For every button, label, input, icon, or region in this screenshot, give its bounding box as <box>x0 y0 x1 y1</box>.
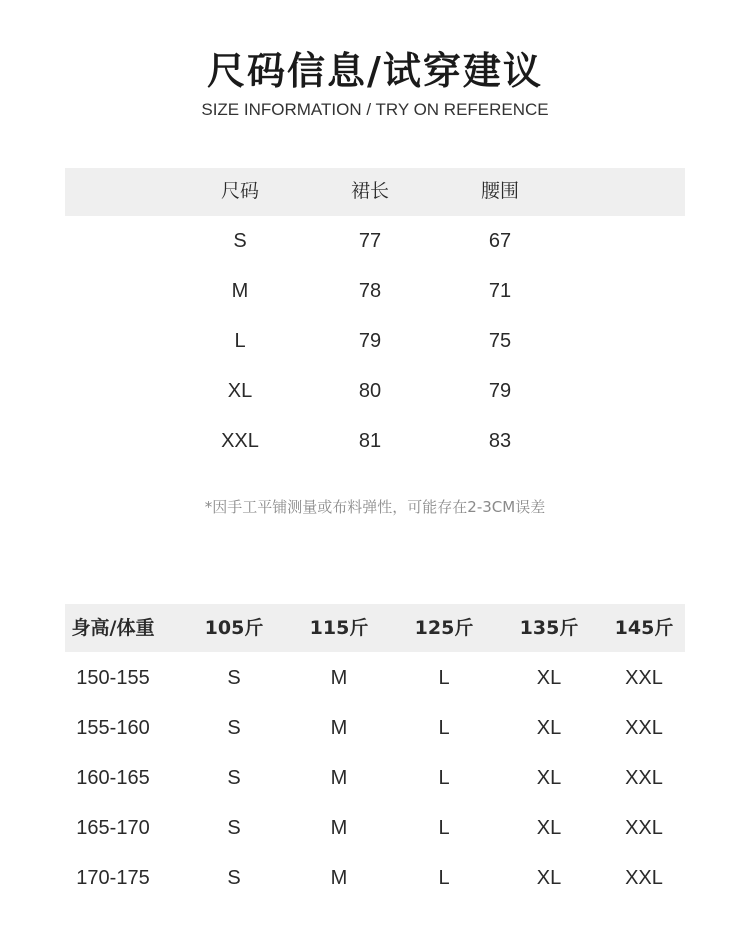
fit-table-header: 115斤 <box>309 617 369 639</box>
fit-table-cell: L <box>438 667 450 689</box>
fit-table-cell: S <box>227 767 241 789</box>
fit-table-cell: XL <box>536 867 562 889</box>
fit-table-cell: XL <box>536 817 562 839</box>
size-table-cell: XL <box>227 380 253 402</box>
size-table-cell: 80 <box>358 380 382 402</box>
fit-table-cell: S <box>227 867 241 889</box>
fit-table-cell: L <box>438 817 450 839</box>
fit-table-cell: 160-165 <box>76 767 150 789</box>
fit-table-cell: XXL <box>625 867 663 889</box>
fit-table-header: 135斤 <box>519 617 579 639</box>
size-table-cell: XXL <box>221 430 259 452</box>
size-table-cell: 71 <box>488 280 512 302</box>
fit-table-cell: M <box>330 817 348 839</box>
size-table-cell: 67 <box>488 230 512 252</box>
fit-table-header: 145斤 <box>614 617 674 639</box>
fit-table-header: 125斤 <box>414 617 474 639</box>
fit-table-cell: 150-155 <box>76 667 150 689</box>
size-table-cell: 77 <box>358 230 382 252</box>
fit-table-cell: S <box>227 667 241 689</box>
fit-table-cell: XL <box>536 767 562 789</box>
fit-table-cell: XXL <box>625 817 663 839</box>
fit-table-cell: M <box>330 867 348 889</box>
fit-table-header: 105斤 <box>204 617 264 639</box>
fit-table-cell: XXL <box>625 667 663 689</box>
fit-table-cell: M <box>330 667 348 689</box>
size-table-header: 尺码 <box>220 180 259 202</box>
fit-table-cell: L <box>438 767 450 789</box>
size-table-header: 腰围 <box>480 180 519 202</box>
size-table-cell: 79 <box>358 330 382 352</box>
size-table-cell: 81 <box>358 430 382 452</box>
fit-table-cell: XXL <box>625 767 663 789</box>
fit-table-cell: XL <box>536 717 562 739</box>
measurement-note: *因手工平铺测量或布料弹性，可能存在2-3CM误差 <box>204 498 546 516</box>
size-table-header: 裙长 <box>350 180 389 202</box>
fit-table-cell: S <box>227 817 241 839</box>
fit-table-cell: M <box>330 767 348 789</box>
page-title: 尺码信息/试穿建议 <box>207 49 543 93</box>
fit-table-cell: S <box>227 717 241 739</box>
fit-table-cell: 165-170 <box>76 817 150 839</box>
fit-table-cell: L <box>438 867 450 889</box>
fit-table-cell: 155-160 <box>76 717 150 739</box>
size-table-cell: L <box>234 330 246 352</box>
page-subtitle: SIZE INFORMATION / TRY ON REFERENCE <box>201 100 549 119</box>
size-table-cell: 75 <box>488 330 512 352</box>
fit-table-cell: M <box>330 717 348 739</box>
fit-table-cell: XXL <box>625 717 663 739</box>
size-table-cell: 83 <box>488 430 512 452</box>
fit-table-header: 身高/体重 <box>71 617 155 639</box>
size-table-cell: 78 <box>358 280 382 302</box>
size-table-cell: M <box>231 280 249 302</box>
fit-table-cell: XL <box>536 667 562 689</box>
fit-table-cell: L <box>438 717 450 739</box>
fit-table-cell: 170-175 <box>76 867 150 889</box>
size-table-cell: 79 <box>488 380 512 402</box>
size-table-cell: S <box>233 230 247 252</box>
